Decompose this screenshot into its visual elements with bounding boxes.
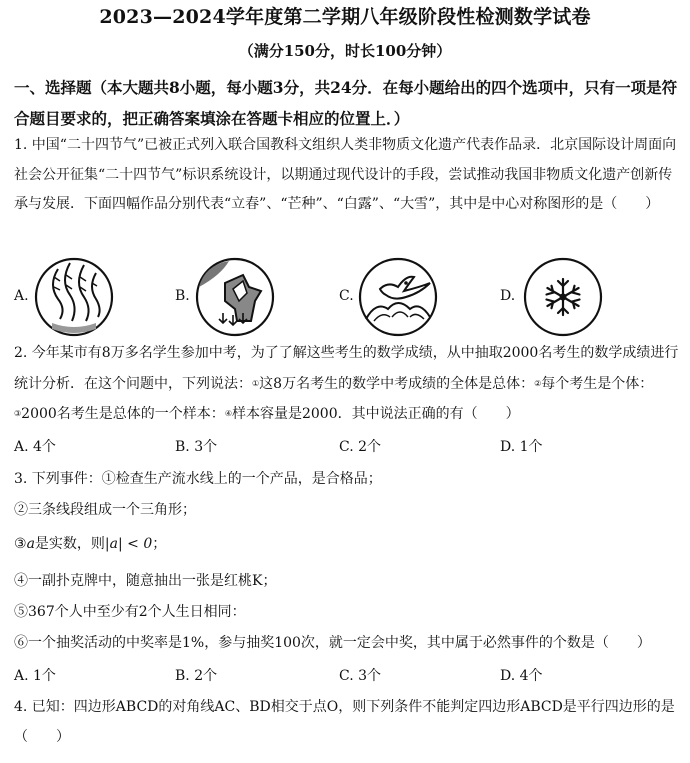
q1-option-c-label: C. bbox=[339, 288, 354, 304]
page-title: 2023—2024学年度第二学期八年级阶段性检测数学试卷 bbox=[99, 6, 591, 28]
q1-option-a-label: A. bbox=[14, 288, 29, 304]
q1-option-d-label: D. bbox=[500, 288, 516, 304]
q1-option-b-label: B. bbox=[175, 288, 190, 304]
q3-event-5: ⑤367个人中至少有2个人生日相同： bbox=[14, 604, 246, 620]
bailu-icon bbox=[358, 257, 438, 337]
q3-event-4: ④一副扑克牌中，随意抽出一张是红桃K； bbox=[14, 573, 277, 589]
q3-option-c: C. 3个 bbox=[339, 668, 382, 684]
q2-option-c: C. 2个 bbox=[339, 439, 382, 455]
q3-event-2: ②三条线段组成一个三角形； bbox=[14, 502, 196, 518]
page-subtitle: （满分150分，时长100分钟） bbox=[238, 42, 452, 60]
q2-option-b: B. 3个 bbox=[175, 439, 218, 455]
question-2-stem: 2. 今年某市有8万多名学生参加中考，为了了解这些考生的数学成绩，从中抽取2000名考生的数学成绩进行统计分析．在这个问题中，下列说法：①这8万名考生的数学中考成绩的全体是总体：②每个考生是个体：③2000名考生是总体的一个样本：④样本容量是2000．其中说法正确的有（ ） bbox=[14, 345, 679, 422]
q2-option-d: D. 1个 bbox=[500, 439, 543, 455]
section-heading: 一、选择题（本大题共8小题，每小题3分，共24分．在每小题给出的四个选项中，只有一项是符合题目要求的，把正确答案填涂在答题卡相应的位置上．） bbox=[14, 78, 678, 128]
q2-option-a: A. 4个 bbox=[14, 439, 56, 455]
q3-option-a: A. 1个 bbox=[14, 668, 56, 684]
q3-event-6: ⑥一个抽奖活动的中奖率是1%，参与抽奖100次，就一定会中奖，其中属于必然事件的个数是（ ） bbox=[14, 635, 651, 651]
q3-event-3: ③a是实数，则|a| < 0； bbox=[14, 536, 167, 552]
question-3-stem: 3. 下列事件：①检查生产流水线上的一个产品，是合格品； bbox=[14, 471, 382, 487]
daxue-icon bbox=[523, 257, 603, 337]
mangzhong-icon bbox=[195, 257, 275, 337]
q3-option-d: D. 4个 bbox=[500, 668, 543, 684]
lichun-icon bbox=[34, 257, 114, 337]
question-4-stem: 4. 已知：四边形ABCD的对角线AC、BD相交于点O，则下列条件不能判定四边形ABCD是平行四边形的是（ ） bbox=[14, 699, 675, 745]
question-1-stem: 1. 中国“二十四节气”已被正式列入联合国教科文组织人类非物质文化遗产代表作品录．北京国际设计周面向社会公开征集“二十四节气”标识系统设计，以期通过现代设计的手段，尝试推动我国非物质文化遗产创新传承与发展．下面四幅作品分别代表“立春”、“芒种”、“白露”、“大雪”，其中是中心对称图形的是（ ） bbox=[14, 137, 677, 212]
q3-option-b: B. 2个 bbox=[175, 668, 218, 684]
